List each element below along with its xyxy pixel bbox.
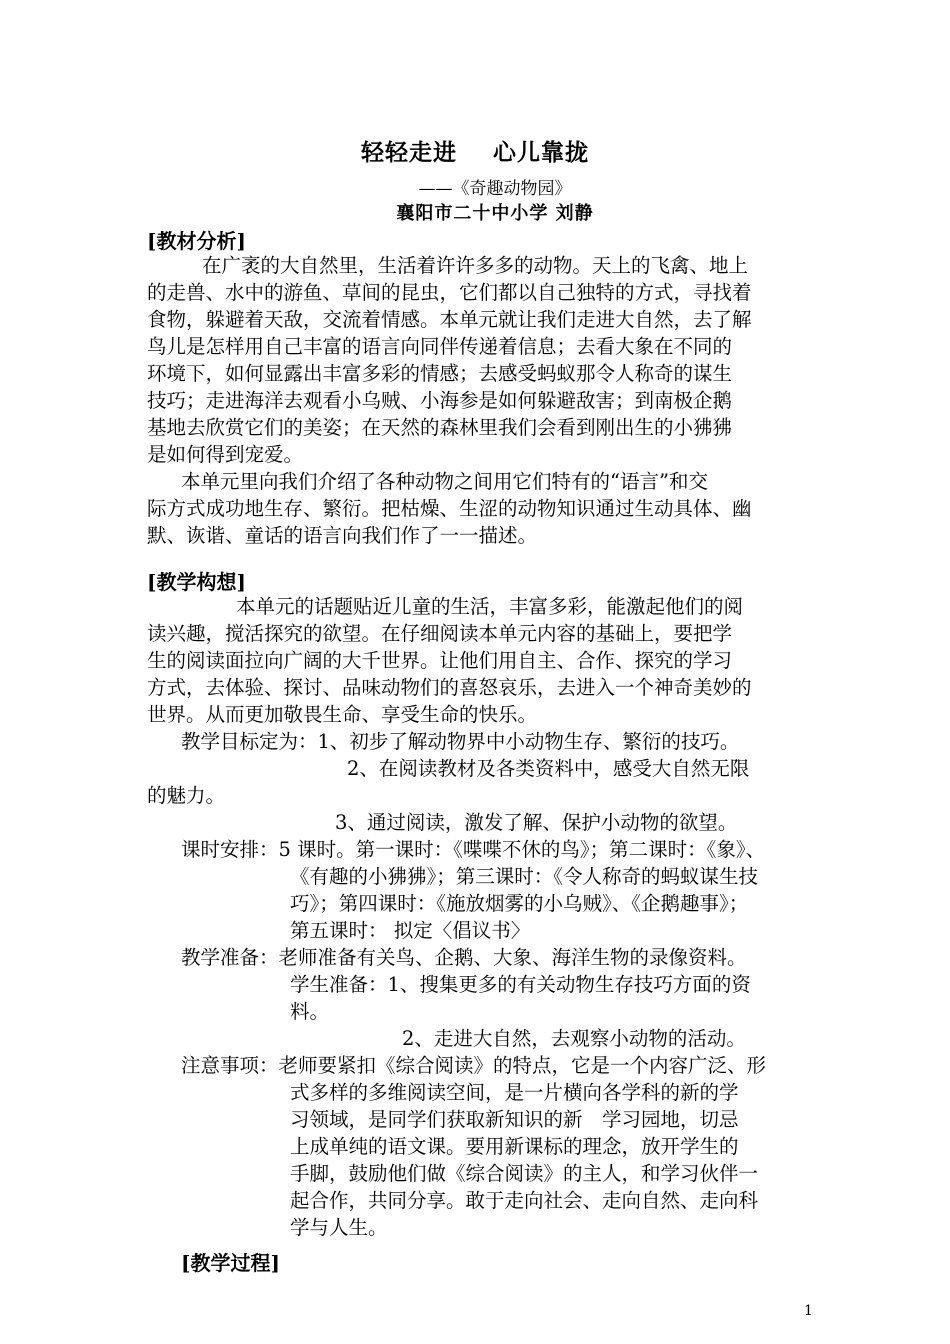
heading-concept: [教学构想] xyxy=(147,570,246,594)
analysis-line: 食物，躲避着天敌，交流着情感。本单元就让我们走进大自然，去了解 xyxy=(147,308,752,331)
concept-line: 本单元的话题贴近儿童的生活，丰富多彩，能激起他们的阅 xyxy=(236,595,744,618)
author-line: 襄阳市二十中小学 刘静 xyxy=(396,203,594,224)
schedule-line: 巧》；第四课时：《施放烟雾的小乌贼》、《企鹅趣事》； xyxy=(290,892,749,915)
document-subtitle: ——《奇趣动物园》 xyxy=(418,179,572,199)
analysis-line: 在广袤的大自然里，生活着许许多多的动物。天上的飞禽、地上 xyxy=(202,254,749,277)
analysis-line: 鸟儿是怎样用自己丰富的语言向同伴传递着信息；去看大象在不同的 xyxy=(147,335,733,358)
notes-line: 手脚，鼓励他们做《综合阅读》的主人，和学习伙伴一 xyxy=(290,1162,759,1185)
notes-line: 起合作，共同分享。敢于走向社会、走向自然、走向科 xyxy=(290,1189,759,1212)
teaching-goal-line: 3、通过阅读，激发了解、保护小动物的欲望。 xyxy=(335,811,738,834)
teaching-goal-line: 的魅力。 xyxy=(147,784,226,807)
teaching-goal-line: 教学目标定为：1、初步了解动物界中小动物生存、繁衍的技巧。 xyxy=(181,730,740,753)
page-number: 1 xyxy=(804,1303,813,1319)
concept-line: 世界。从而更加敬畏生命、享受生命的快乐。 xyxy=(147,703,538,726)
concept-line: 读兴趣，搅活探究的欲望。在仔细阅读本单元内容的基础上，要把学 xyxy=(147,622,733,645)
analysis-line: 是如何得到宠爱。 xyxy=(147,443,304,466)
notes-line: 注意事项：老师要紧扣《综合阅读》的特点，它是一个内容广泛、形 xyxy=(181,1054,767,1077)
analysis-line: 环境下，如何显露出丰富多彩的情感；去感受蚂蚁那令人称奇的谋生 xyxy=(147,362,733,385)
heading-analysis: [教材分析] xyxy=(147,229,246,253)
title-part-2: 心儿靠拢 xyxy=(493,139,589,166)
schedule-line: 第五课时： 拟定〈倡议书〉 xyxy=(290,919,531,942)
preparation-line: 2、走进大自然，去观察小动物的活动。 xyxy=(402,1027,746,1050)
analysis-line: 基地去欣赏它们的美姿；在天然的森林里我们会看到刚出生的小狒狒 xyxy=(147,416,733,439)
notes-line: 学与人生。 xyxy=(290,1216,388,1239)
preparation-line: 教学准备：老师准备有关鸟、企鹅、大象、海洋生物的录像资料。 xyxy=(181,946,747,969)
concept-line: 生的阅读面拉向广阔的大千世界。让他们用自主、合作、探究的学习 xyxy=(147,649,733,672)
notes-line: 习领域，是同学们获取新知识的新 学习园地，切忌 xyxy=(290,1108,739,1131)
schedule-line: 《有趣的小狒狒》；第三课时：《令人称奇的蚂蚁谋生技 xyxy=(290,865,759,888)
concept-line: 方式，去体验、探讨、品味动物们的喜怒哀乐，去进入一个神奇美妙的 xyxy=(147,676,752,699)
teaching-goal-line: 2、在阅读教材及各类资料中，感受大自然无限 xyxy=(347,757,750,780)
title-part-1: 轻轻走进 xyxy=(361,139,457,166)
schedule-line: 课时安排：5 课时。第一课时：《喋喋不休的鸟》；第二课时：《象》、 xyxy=(181,838,766,861)
analysis-line: 技巧；走进海洋去观看小乌贼、小海参是如何躲避敌害；到南极企鹅 xyxy=(147,389,733,412)
document-title xyxy=(0,134,950,167)
notes-line: 上成单纯的语文课。要用新课标的理念，放开学生的 xyxy=(290,1135,739,1158)
analysis-line: 的走兽、水中的游鱼、草间的昆虫，它们都以自己独特的方式，寻找着 xyxy=(147,281,752,304)
heading-process: [教学过程] xyxy=(181,1251,280,1275)
preparation-line: 学生准备：1、搜集更多的有关动物生存技巧方面的资 xyxy=(290,973,751,996)
analysis-line: 默、诙谐、童话的语言向我们作了一一描述。 xyxy=(147,524,538,547)
analysis-line: 本单元里向我们介绍了各种动物之间用它们特有的“语言”和交 xyxy=(181,470,708,493)
preparation-line: 料。 xyxy=(290,1000,330,1023)
notes-line: 式多样的多维阅读空间，是一片横向各学科的新的学 xyxy=(290,1081,739,1104)
analysis-line: 际方式成功地生存、繁衍。把枯燥、生涩的动物知识通过生动具体、幽 xyxy=(147,497,752,520)
